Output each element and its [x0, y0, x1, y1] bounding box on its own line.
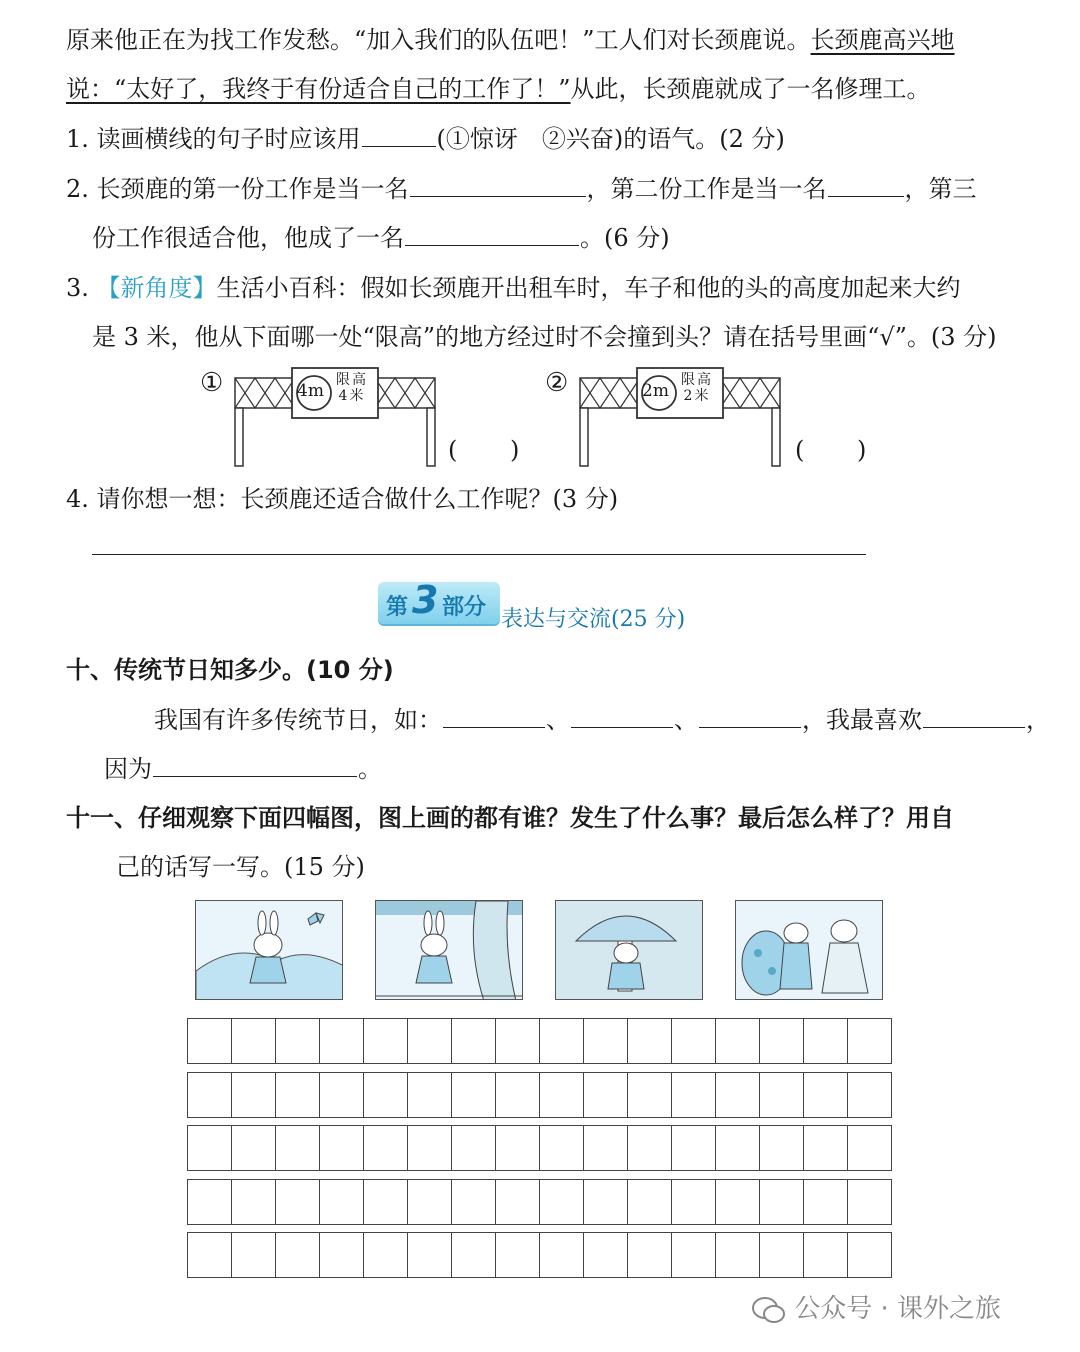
- question-4: 4. 请你想一想：长颈鹿还适合做什么工作呢？(3 分): [66, 485, 619, 513]
- grid-cell[interactable]: [848, 1126, 891, 1170]
- grid-cell[interactable]: [364, 1126, 408, 1170]
- question-10-line-2: 因为 。: [104, 755, 382, 783]
- passage-line-1: 原来他正在为找工作发愁。“加入我们的队伍吧！”工人们对长颈鹿说。长颈鹿高兴地: [66, 26, 955, 54]
- grid-cell[interactable]: [672, 1180, 716, 1224]
- answer-paren-right: ): [510, 436, 520, 464]
- grid-cell[interactable]: [716, 1233, 760, 1277]
- grid-cell[interactable]: [760, 1126, 804, 1170]
- grid-cell[interactable]: [848, 1073, 891, 1117]
- grid-cell[interactable]: [672, 1126, 716, 1170]
- section-title: 表达与交流(25 分): [501, 607, 686, 632]
- grid-cell[interactable]: [408, 1233, 452, 1277]
- grid-row[interactable]: [187, 1232, 892, 1278]
- new-angle-tag: 【新角度】: [96, 274, 217, 302]
- grid-cell[interactable]: [716, 1126, 760, 1170]
- grid-row[interactable]: [187, 1018, 892, 1064]
- grid-cell[interactable]: [408, 1180, 452, 1224]
- sign-1-limit-text: 限高4米: [336, 372, 368, 404]
- answer-blank[interactable]: [571, 705, 673, 728]
- grid-cell[interactable]: [188, 1233, 232, 1277]
- grid-cell[interactable]: [584, 1073, 628, 1117]
- grid-cell[interactable]: [320, 1180, 364, 1224]
- grid-row[interactable]: [187, 1072, 892, 1118]
- grid-cell[interactable]: [364, 1180, 408, 1224]
- grid-cell[interactable]: [760, 1233, 804, 1277]
- grid-cell[interactable]: [628, 1126, 672, 1170]
- grid-cell[interactable]: [452, 1180, 496, 1224]
- grid-cell[interactable]: [848, 1019, 891, 1063]
- grid-cell[interactable]: [804, 1019, 848, 1063]
- grid-cell[interactable]: [232, 1073, 276, 1117]
- answer-blank[interactable]: [405, 223, 579, 246]
- grid-cell[interactable]: [320, 1126, 364, 1170]
- grid-cell[interactable]: [496, 1019, 540, 1063]
- grid-cell[interactable]: [760, 1019, 804, 1063]
- grid-cell[interactable]: [276, 1019, 320, 1063]
- grid-cell[interactable]: [804, 1180, 848, 1224]
- answer-blank[interactable]: [153, 754, 357, 777]
- grid-cell[interactable]: [672, 1233, 716, 1277]
- answer-blank[interactable]: [410, 174, 586, 197]
- grid-cell[interactable]: [364, 1019, 408, 1063]
- grid-row[interactable]: [187, 1179, 892, 1225]
- grid-cell[interactable]: [320, 1073, 364, 1117]
- picture-rabbit-egg-mother: [735, 900, 883, 1000]
- grid-cell[interactable]: [408, 1073, 452, 1117]
- grid-cell[interactable]: [276, 1233, 320, 1277]
- grid-cell[interactable]: [672, 1019, 716, 1063]
- section-badge: 第 3 部分: [378, 582, 500, 624]
- sign-1-label: ①: [200, 368, 224, 398]
- grid-cell[interactable]: [760, 1073, 804, 1117]
- answer-paren-left[interactable]: (: [795, 436, 805, 464]
- question-2-line-2: 份工作很适合他，他成了一名 。(6 分): [92, 224, 670, 252]
- picture-rabbit-rain-tree: [375, 900, 523, 1000]
- grid-cell[interactable]: [716, 1180, 760, 1224]
- answer-paren-left[interactable]: (: [448, 436, 458, 464]
- question-11-line-1: 十一、仔细观察下面四幅图，图上画的都有谁？发生了什么事？最后怎么样了？用自: [66, 804, 954, 832]
- answer-blank[interactable]: [699, 705, 801, 728]
- grid-cell[interactable]: [188, 1126, 232, 1170]
- grid-cell[interactable]: [540, 1126, 584, 1170]
- grid-cell[interactable]: [804, 1233, 848, 1277]
- watermark: 公众号 · 课外之旅: [752, 1288, 1001, 1325]
- grid-cell[interactable]: [804, 1126, 848, 1170]
- answer-line[interactable]: [92, 554, 866, 555]
- question-10-line-1: 我国有许多传统节日，如： 、 、 ，我最喜欢 ，: [154, 706, 1050, 734]
- grid-cell[interactable]: [276, 1126, 320, 1170]
- grid-cell[interactable]: [232, 1126, 276, 1170]
- grid-cell[interactable]: [188, 1019, 232, 1063]
- grid-cell[interactable]: [232, 1233, 276, 1277]
- grid-cell[interactable]: [584, 1126, 628, 1170]
- grid-cell[interactable]: [496, 1180, 540, 1224]
- question-1: 1. 读画横线的句子时应该用 (①惊讶 ②兴奋)的语气。(2 分): [66, 125, 785, 153]
- grid-cell[interactable]: [540, 1233, 584, 1277]
- grid-cell[interactable]: [452, 1019, 496, 1063]
- grid-cell[interactable]: [760, 1180, 804, 1224]
- grid-cell[interactable]: [584, 1233, 628, 1277]
- sign-2-limit-text: 限高2米: [681, 372, 713, 404]
- grid-cell[interactable]: [584, 1180, 628, 1224]
- sign-2-circle-text: 2m: [642, 381, 669, 401]
- grid-cell[interactable]: [672, 1073, 716, 1117]
- grid-cell[interactable]: [716, 1019, 760, 1063]
- grid-cell[interactable]: [848, 1233, 891, 1277]
- grid-cell[interactable]: [452, 1126, 496, 1170]
- question-10-title: 十、传统节日知多少。(10 分): [66, 656, 394, 684]
- grid-cell[interactable]: [496, 1126, 540, 1170]
- passage-line-2: 说：“太好了，我终于有份适合自己的工作了！”从此，长颈鹿就成了一名修理工。: [66, 75, 931, 103]
- sign-2-label: ②: [545, 368, 569, 398]
- grid-cell[interactable]: [716, 1073, 760, 1117]
- grid-cell[interactable]: [540, 1019, 584, 1063]
- grid-cell[interactable]: [628, 1019, 672, 1063]
- answer-blank[interactable]: [923, 705, 1025, 728]
- grid-cell[interactable]: [232, 1180, 276, 1224]
- grid-cell[interactable]: [628, 1233, 672, 1277]
- grid-row[interactable]: [187, 1125, 892, 1171]
- answer-blank[interactable]: [828, 174, 904, 197]
- question-3-line-2: 是 3 米，他从下面哪一处“限高”的地方经过时不会撞到头？请在括号里画“√”。(3 分): [92, 323, 997, 351]
- picture-rabbit-butterfly: [195, 900, 343, 1000]
- underlined-sentence-part1: 长颈鹿高兴地: [810, 26, 955, 54]
- question-2-line-1: 2. 长颈鹿的第一份工作是当一名 ，第二份工作是当一名 ，第三: [66, 175, 977, 203]
- grid-cell[interactable]: [628, 1073, 672, 1117]
- answer-blank[interactable]: [443, 705, 545, 728]
- grid-cell[interactable]: [408, 1019, 452, 1063]
- grid-cell[interactable]: [276, 1180, 320, 1224]
- grid-cell[interactable]: [232, 1019, 276, 1063]
- question-3-line-1: 3. 【新角度】生活小百科：假如长颈鹿开出租车时，车子和他的头的高度加起来大约: [66, 274, 961, 302]
- grid-cell[interactable]: [320, 1019, 364, 1063]
- grid-cell[interactable]: [496, 1073, 540, 1117]
- wechat-icon: [752, 1296, 786, 1324]
- grid-cell[interactable]: [276, 1073, 320, 1117]
- grid-cell[interactable]: [364, 1073, 408, 1117]
- grid-cell[interactable]: [804, 1073, 848, 1117]
- question-11-line-2: 己的话写一写。(15 分): [116, 853, 365, 881]
- grid-cell[interactable]: [540, 1180, 584, 1224]
- picture-rabbit-mushroom: [555, 900, 703, 1000]
- grid-cell[interactable]: [452, 1233, 496, 1277]
- grid-cell[interactable]: [540, 1073, 584, 1117]
- grid-cell[interactable]: [320, 1233, 364, 1277]
- grid-cell[interactable]: [628, 1180, 672, 1224]
- underlined-sentence-part2: 说：“太好了，我终于有份适合自己的工作了！”: [66, 75, 571, 103]
- grid-cell[interactable]: [452, 1073, 496, 1117]
- answer-paren-right: ): [857, 436, 867, 464]
- grid-cell[interactable]: [584, 1019, 628, 1063]
- grid-cell[interactable]: [408, 1126, 452, 1170]
- grid-cell[interactable]: [496, 1233, 540, 1277]
- answer-blank[interactable]: [362, 124, 436, 147]
- grid-cell[interactable]: [188, 1180, 232, 1224]
- sign-1-circle-text: 4m: [297, 381, 324, 401]
- grid-cell[interactable]: [848, 1180, 891, 1224]
- grid-cell[interactable]: [188, 1073, 232, 1117]
- grid-cell[interactable]: [364, 1233, 408, 1277]
